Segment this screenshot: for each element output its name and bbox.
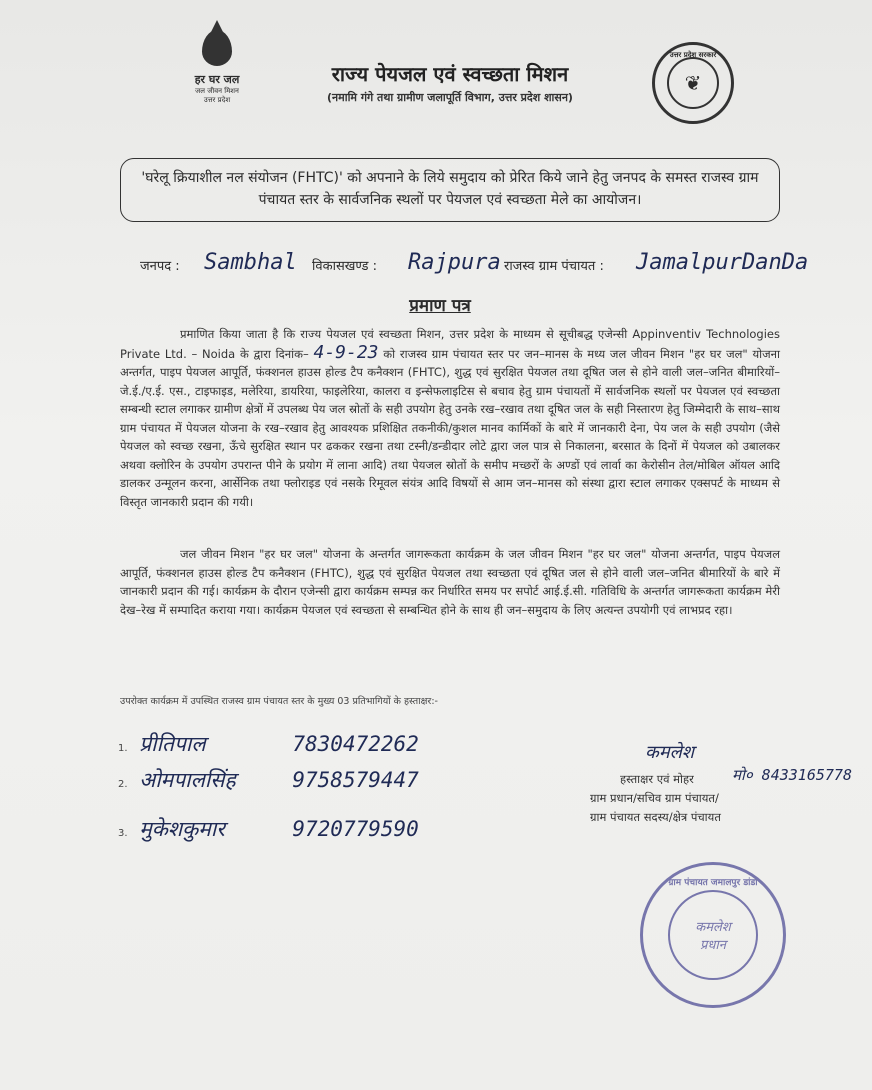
para1-text-b: को राजस्व ग्राम पंचायत स्तर पर जन–मानस के मध्य जल जीवन मिशन "हर घर जल" योजना अन्तर्गत, पाइप पेयजल आपूर्ति, फंक्शनल हाउस होल्ड टैप कनैक्शन (FHTC), शुद्ध एवं सुरक्षित पेयजल तथा दूषित जल से होने वाली जल–जनित बीमारियों–जे.ई./ए.ई. एस., टाइफाइड, मलेरिया, डायरिया, फाइलेरिया, कालरा व इन्सेफलाइटिस से बचाव हेतु ग्राम पंचायतों में सार्वजनिक स्थलों पर पेयजल एवं स्वच्छता सम्बन्धी स्टाल लगाकर ग्रामीण क्षेत्रों में उपलब्ध पेय जल स्रोतों के सही उपयोग हेतु उनके रख–रखाव तथा दूषित जल के सही निस्तारण हेतु जिम्मेदारी के साथ–साथ ग्राम पंचायत में पेयजल योजना के रख–रखाव हेतु आवश्यक प्रशिक्षित तकनीकी/कुशल मानव कार्मिकों के बारे में जानकारी देना, पेय जल के सही उपयोग (जैसे पेयजल को स्वच्छ रखना, ऊँचे सुरक्षित स्थान पर ढककर रखना तथा टस्नी/डन्डीदार लोटे द्वारा जल पात्र से निकालना, बरसात के दिनों में पेयजल को उबालकर अथवा क्लोरिन के उपयोग उपरान्त पीने के प्रयोग में लाना आदि) तथा पेयजल स्रोतों के समीप मच्छरों के अण्डों एवं लार्वा का केरोसीन तेल/मोबिल ऑयल आदि डालकर उन्मूलन करना, आर्सेनिक तथा फ्लोराइड एवं नसके रिमूवल संयंत्र आदि विषयों से आम जन–मानस को संस्था द्वारा स्टाल लगाकर एक्सपर्ट के माध्यम से विस्तृत जानकारी प्रदान की गयी। (120, 346, 781, 509)
page-title: राज्य पेयजल एवं स्वच्छता मिशन (331, 62, 569, 86)
emblem-fish-icon: ❦ (667, 57, 719, 109)
participant-phone: 9758579447 (292, 768, 419, 792)
participant-row (118, 766, 419, 794)
seal-title: प्रधान (700, 938, 726, 953)
signatory-line3: ग्राम पंचायत सदस्य/क्षेत्र पंचायत (590, 810, 721, 824)
participant-row (118, 815, 419, 843)
pradhan-signature: कमलेश (645, 742, 695, 763)
para1-text-a: प्रमाणित किया जाता है कि राज्य पेयजल एवं स्वच्छता मिशन, उत्तर प्रदेश के माध्यम से सूचीबद्ध एजेन्सी Appinventiv Technologies Private Ltd. – Noida के द्वारा दिनांक– (120, 327, 780, 361)
certificate-paragraph-1 (120, 325, 780, 511)
event-date: 4-9-23 (313, 341, 379, 363)
participants-heading: उपरोक्त कार्यक्रम में उपस्थित राजस्व ग्राम पंचायत स्तर के मुख्य 03 प्रतिभागियों के हस्ताक्षर:- (120, 696, 438, 707)
signatory-line2: ग्राम प्रधान/सचिव ग्राम पंचायत/ (590, 791, 719, 805)
participant-name: मुकेशकुमार (139, 817, 225, 841)
har-ghar-jal-logo (182, 30, 252, 105)
gram-value: JamalpurDanDa (636, 250, 809, 275)
seal-name: कमलेश (695, 920, 731, 935)
participant-num: 1. (118, 743, 128, 754)
up-govt-emblem (652, 42, 734, 124)
gram-label: राजस्व ग्राम पंचायत : (504, 259, 604, 274)
participant-num: 2. (118, 779, 128, 790)
emblem-text: उत्तर प्रदेश सरकार (669, 51, 717, 59)
signatory-block (590, 770, 790, 827)
pradhan-mobile: मो० 8433165778 (732, 766, 852, 784)
location-fields (140, 250, 860, 282)
participant-row (118, 730, 419, 758)
signatory-line1: हस्ताक्षर एवं मोहर (620, 772, 694, 786)
janpad-label: जनपद : (140, 259, 180, 274)
logo-line2: जल जीवन मिशन (195, 87, 239, 95)
logo-line1: हर घर जल (194, 73, 240, 86)
logo-line3: उत्तर प्रदेश (203, 96, 231, 104)
certificate-paragraph-2 (120, 545, 780, 619)
seal-center (668, 890, 758, 980)
certificate-title: प्रमाण पत्र (409, 296, 471, 316)
participant-num: 3. (118, 828, 128, 839)
water-drop-icon (202, 30, 232, 66)
participant-phone: 7830472262 (292, 732, 419, 756)
participant-name: ओमपालसिंह (139, 768, 236, 792)
para2-text: जल जीवन मिशन "हर घर जल" योजना के अन्तर्गत जागरूकता कार्यक्रम के जल जीवन मिशन "हर घर जल" योजना अन्तर्गत, पाइप पेयजल आपूर्ति, फंक्शनल हाउस होल्ड टैप कनैक्शन (FHTC), शुद्ध एवं सुरक्षित पेयजल तथा स्वच्छता एवं दूषित जल से होने वाली जल–जनित बीमारियों के बारे में जानकारी प्रदान की गई। कार्यक्रम के दौरान एजेन्सी द्वारा कार्यक्रम सम्पन्न कर निर्धारित समय पर सपोर्ट आई.ई.सी. गतिविधि के अन्तर्गत जागरूकता कार्यक्रम मेरी देख–रेख में सम्पादित कराया गया। कार्यक्रम पेयजल एवं स्वच्छता से सम्बन्धित होने के साथ ही जन–समुदाय के लिए अत्यन्त उपयोगी एवं लाभप्रद रहा। (120, 547, 780, 617)
event-banner: 'घरेलू क्रियाशील नल संयोजन (FHTC)' को अपनाने के लिये समुदाय को प्रेरित किये जाने हेतु जनपद के समस्त राजस्व ग्राम पंचायत स्तर के सार्वजनिक स्थलों पर पेयजल एवं स्वच्छता मेले का आयोजन। (120, 158, 780, 222)
participant-phone: 9720779590 (292, 817, 419, 841)
vikas-value: Rajpura (408, 250, 501, 275)
seal-ring-text: ग्राम पंचायत जमालपुर डांडा (668, 878, 758, 888)
page-subtitle: (नमामि गंगे तथा ग्रामीण जलापूर्ति विभाग, उत्तर प्रदेश शासन) (327, 91, 573, 104)
participant-name: प्रीतिपाल (139, 732, 206, 756)
janpad-value: Sambhal (204, 250, 297, 275)
pradhan-seal-stamp (640, 862, 786, 1008)
vikas-label: विकासखण्ड : (312, 259, 378, 274)
